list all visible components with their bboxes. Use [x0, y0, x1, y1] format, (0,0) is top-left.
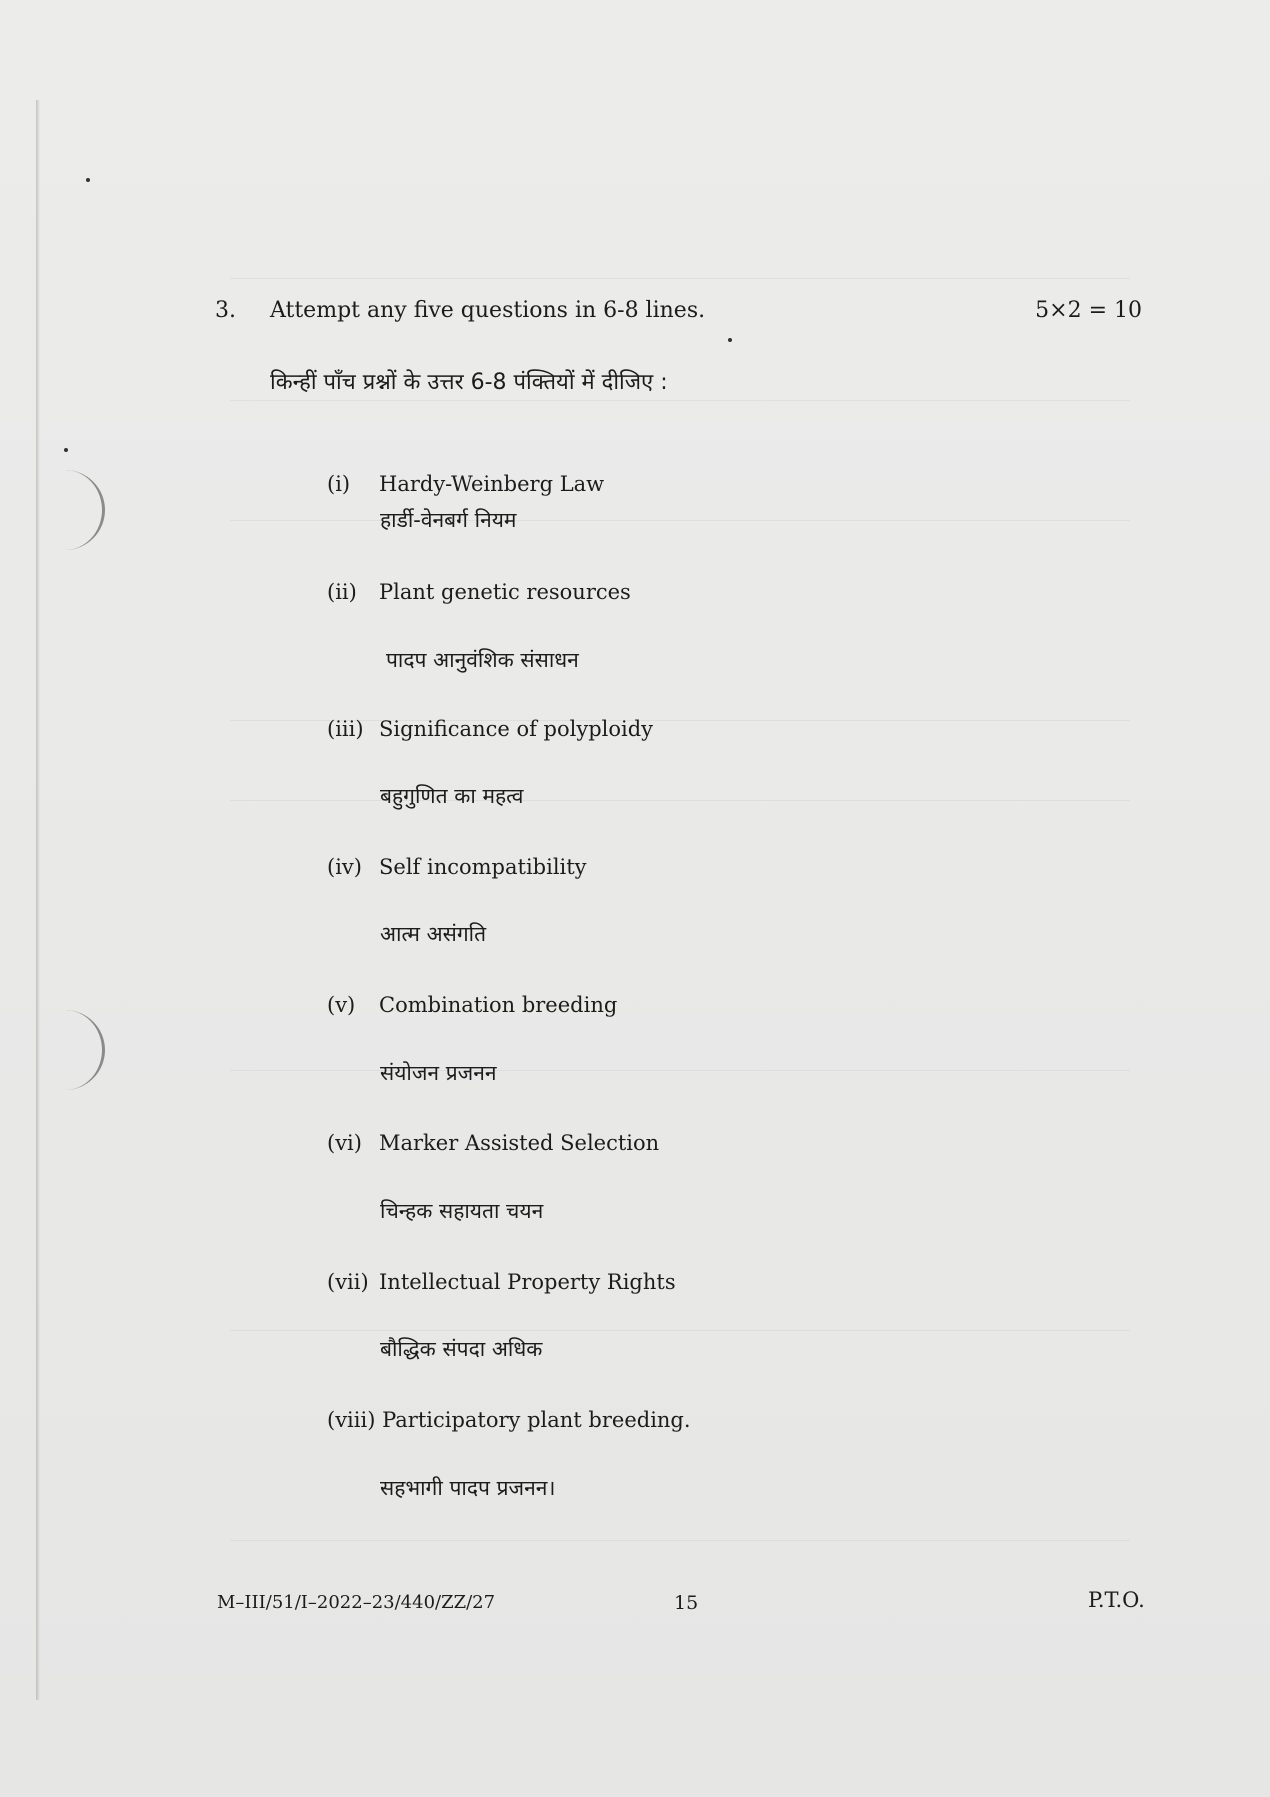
item-numeral: (iv) [327, 855, 362, 879]
list-item [327, 1131, 659, 1155]
item-hindi: बहुगुणित का महत्व [380, 784, 524, 808]
item-english: Participatory plant breeding. [382, 1408, 691, 1432]
speck [64, 448, 68, 452]
bleed-through-line [230, 1330, 1130, 1331]
list-item [327, 993, 617, 1017]
question-instruction: Attempt any five questions in 6-8 lines. [270, 298, 706, 323]
question-instruction-hindi: किन्हीं पाँच प्रश्नों के उत्तर 6-8 पंक्तियों में दीजिए : [270, 370, 668, 395]
item-hindi: संयोजन प्रजनन [380, 1061, 497, 1085]
list-item [327, 1270, 676, 1294]
bleed-through-line [230, 400, 1130, 401]
question-header [215, 298, 705, 323]
item-english: Intellectual Property Rights [379, 1270, 676, 1294]
item-numeral: (v) [327, 993, 356, 1017]
bleed-through-line [230, 1070, 1130, 1071]
speck [86, 178, 90, 182]
list-item [327, 1408, 691, 1432]
item-english: Significance of polyploidy [379, 717, 654, 741]
bleed-through-line [230, 800, 1130, 801]
item-english: Combination breeding [379, 993, 618, 1017]
bleed-through-line [230, 520, 1130, 521]
item-numeral: (i) [327, 472, 351, 496]
question-number: 3. [215, 298, 236, 323]
page-number: 15 [674, 1592, 699, 1614]
bleed-through-line [230, 278, 1130, 279]
item-hindi: बौद्धिक संपदा अधिक [380, 1337, 543, 1361]
speck [728, 338, 732, 342]
item-numeral: (viii) [327, 1408, 376, 1432]
paper-code: M–III/51/I–2022–23/440/ZZ/27 [217, 1592, 496, 1613]
item-hindi: चिन्हक सहायता चयन [380, 1199, 544, 1223]
list-item [327, 717, 653, 741]
page-tear-mark [62, 1010, 105, 1090]
item-numeral: (vii) [327, 1270, 369, 1294]
question-marks: 5×2 = 10 [1035, 298, 1142, 323]
item-hindi: आत्म असंगति [380, 922, 487, 946]
item-numeral: (ii) [327, 580, 357, 604]
item-hindi: सहभागी पादप प्रजनन। [380, 1476, 556, 1500]
bleed-through-line [230, 1540, 1130, 1541]
item-english: Marker Assisted Selection [379, 1131, 660, 1155]
item-hindi: पादप आनुवंशिक संसाधन [386, 648, 579, 672]
please-turn-over: P.T.O. [1088, 1588, 1145, 1612]
item-english: Hardy-Weinberg Law [379, 472, 605, 496]
item-english: Plant genetic resources [379, 580, 631, 604]
list-item [327, 472, 604, 496]
list-item [327, 855, 587, 879]
item-hindi: हार्डी-वेनबर्ग नियम [380, 508, 517, 532]
item-numeral: (vi) [327, 1131, 362, 1155]
item-english: Self incompatibility [379, 855, 587, 879]
page-tear-mark [62, 470, 105, 550]
item-numeral: (iii) [327, 717, 364, 741]
list-item [327, 580, 631, 604]
page-left-edge [36, 100, 40, 1700]
